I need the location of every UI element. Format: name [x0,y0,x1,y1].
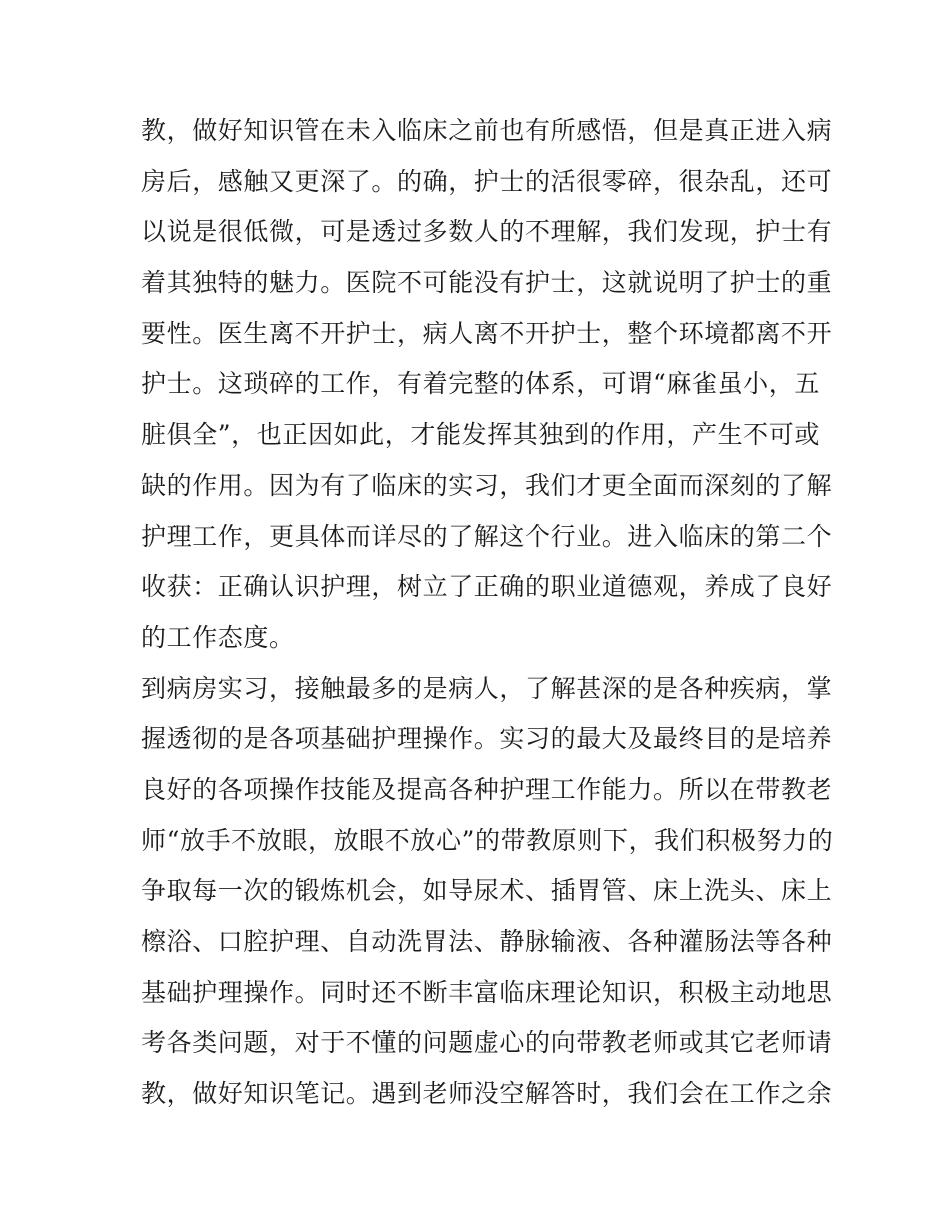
text-line: 以说是很低微，可是透过多数人的不理解，我们发现，护士有 [141,217,833,247]
text-line: 护理工作，更具体而详尽的了解这个行业。进入临床的第二个 [141,521,833,551]
text-line: 基础护理操作。同时还不断丰富临床理论知识，积极主动地思 [141,977,833,1007]
text-line: 脏俱全”，也正因如此，才能发挥其独到的作用，产生不可或 [141,420,820,450]
text-line: 教，做好知识管在未入临床之前也有所感悟，但是真正进入病 [141,116,833,145]
text-line: 良好的各项操作技能及提高各种护理工作能力。所以在带教老 [141,774,833,804]
text-line: 教，做好知识笔记。遇到老师没空解答时，我们会在工作之余 [141,1079,833,1109]
text-line: 檫浴、口腔护理、自动洗胃法、静脉输液、各种灌肠法等各种 [141,927,833,956]
text-line: 握透彻的是各项基础护理操作。实习的最大及最终目的是培养 [141,724,833,754]
text-line: 考各类问题，对于不懂的问题虚心的向带教老师或其它老师请 [141,1028,833,1058]
text-line: 缺的作用。因为有了临床的实习，我们才更全面而深刻的了解 [141,470,833,500]
text-line: 房后，感触又更深了。的确，护士的活很零碎，很杂乱，还可 [141,166,833,196]
text-line: 收获：正确认识护理，树立了正确的职业道德观，养成了良好 [141,572,833,602]
text-line: 要性。医生离不开护士，病人离不开护士，整个环境都离不开 [141,318,833,348]
text-line: 到病房实习，接触最多的是病人，了解甚深的是各种疾病，掌 [141,673,833,703]
text-line: 着其独特的魅力。医院不可能没有护士，这就说明了护士的重 [141,268,833,298]
text-line: 师“放手不放眼，放眼不放心”的带教原则下，我们积极努力的 [141,825,834,855]
text-line: 争取每一次的锻炼机会，如导尿术、插胃管、床上洗头、床上 [141,876,833,906]
text-line: 护士。这琐碎的工作，有着完整的体系，可谓“麻雀虽小，五 [141,369,820,399]
body-text [141,106,834,1120]
text-line: 的工作态度。 [141,622,295,652]
